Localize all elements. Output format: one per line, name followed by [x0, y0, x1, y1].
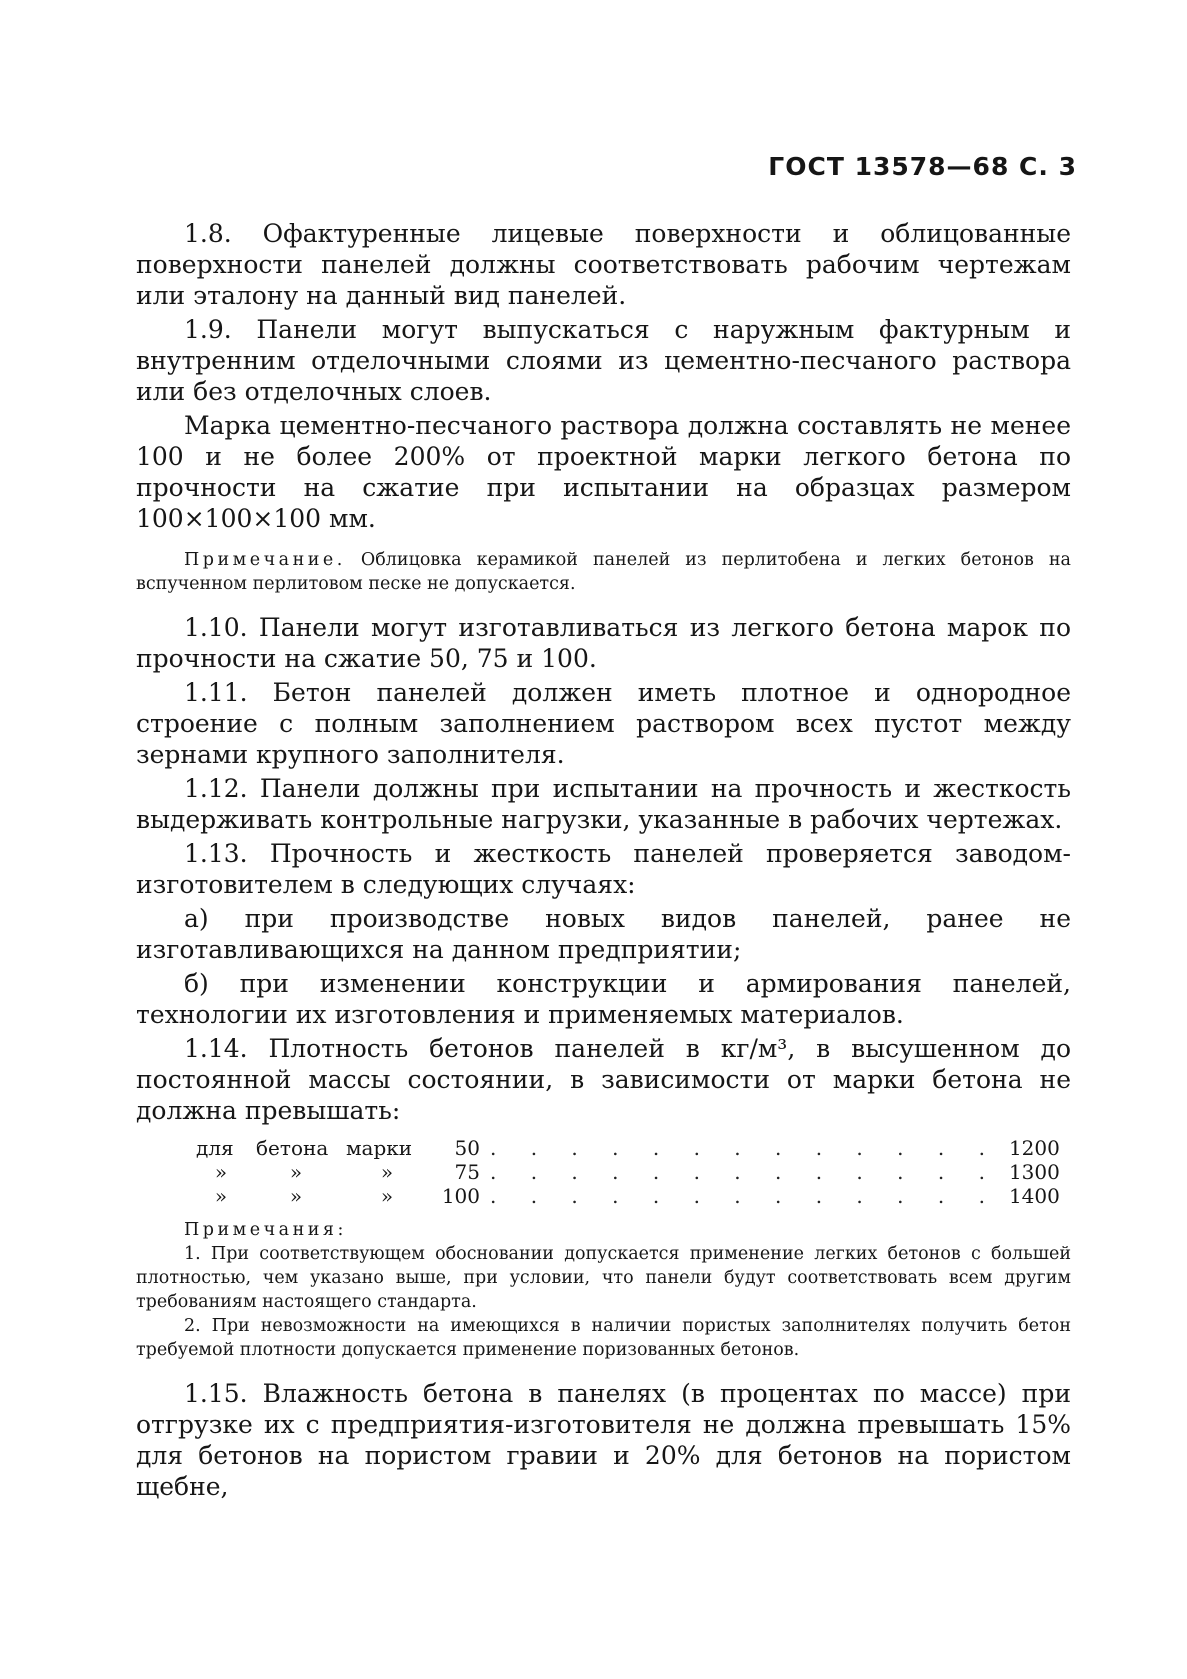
clause-mortar-grade: Марка цементно-песчаного раствора должна составлять не менее 100 и не более 200% от проектной марки легкого бетона по прочности на сжатие при испытании на образцах размером 100×100×100 мм. — [136, 411, 1071, 533]
concrete-grade: 75 — [454, 1160, 480, 1184]
note-2: 2. При невозможности на имеющихся в наличии пористых заполнителях получить бетон требуемой плотности допускается применение поризованных бетонов. — [136, 1316, 1071, 1360]
table-cell: » — [214, 1184, 228, 1208]
clause-1-11: 1.11. Бетон панелей должен иметь плотное и однородное строение с полным заполнением раствором всех пустот между зернами крупного заполнителя. — [136, 678, 1071, 769]
table-cell: » — [214, 1160, 228, 1184]
concrete-grade: 100 — [441, 1184, 480, 1208]
spacer — [136, 1362, 1071, 1378]
notes-heading: Примечания: — [184, 1220, 347, 1240]
table-row — [196, 1184, 1070, 1208]
table-cell: марки — [346, 1136, 413, 1160]
clause-1-14: 1.14. Плотность бетонов панелей в кг/м³, в высушенном до постоянной массы состоянии, в зависимости от марки бетона не должна превышать: — [136, 1034, 1071, 1125]
clause-1-12: 1.12. Панели должны при испытании на прочность и жесткость выдерживать контрольные нагрузки, указанные в рабочих чертежах. — [136, 774, 1071, 834]
density-value: 1400 — [1008, 1184, 1060, 1208]
density-value: 1300 — [1008, 1160, 1060, 1184]
note-cladding — [136, 548, 1071, 596]
table-cell: бетона — [256, 1136, 329, 1160]
density-value: 1200 — [1008, 1136, 1060, 1160]
table-cell: » — [380, 1160, 394, 1184]
dot-leader: . . . . . . . . . . . . . — [490, 1184, 999, 1208]
dot-leader: . . . . . . . . . . . . . — [490, 1136, 999, 1160]
table-row — [196, 1160, 1070, 1184]
note-label: Примечание. — [184, 550, 346, 570]
table-row — [196, 1136, 1070, 1160]
dot-leader: . . . . . . . . . . . . . — [490, 1160, 999, 1184]
clause-1-10: 1.10. Панели могут изготавливаться из легкого бетона марок по прочности на сжатие 50, 75 и 100. — [136, 613, 1071, 673]
density-table — [196, 1136, 1070, 1208]
table-cell: » — [380, 1184, 394, 1208]
note-text: Облицовка керамикой панелей из перлитобена и легких бетонов на вспученном перлитовом песке не допускается. — [136, 550, 1071, 594]
clause-1-15: 1.15. Влажность бетона в панелях (в процентах по массе) при отгрузке их с предприятия-изготовителя не должна превышать 15% для бетонов на пористом гравии и 20% для бетонов на пористом щебне, — [136, 1379, 1071, 1501]
table-cell: » — [289, 1184, 303, 1208]
table-cell: » — [289, 1160, 303, 1184]
page-header: ГОСТ 13578—68 С. 3 — [768, 152, 1077, 181]
document-body — [136, 218, 1071, 1505]
clause-1-13-a: а) при производстве новых видов панелей, ранее не изготавливающихся на данном предприятии; — [136, 904, 1071, 964]
table-cell: для — [196, 1136, 234, 1160]
clause-1-9: 1.9. Панели могут выпускаться с наружным фактурным и внутренним отделочными слоями из цементно-песчаного раствора или без отделочных слоев. — [136, 315, 1071, 406]
note-1: 1. При соответствующем обосновании допускается применение легких бетонов с большей плотностью, чем указано выше, при условии, что панели будут соответствовать всем другим требованиям настоящего стандарта. — [136, 1244, 1071, 1312]
clause-1-13: 1.13. Прочность и жесткость панелей проверяется заводом-изготовителем в следующих случаях: — [136, 839, 1071, 899]
clause-1-13-b: б) при изменении конструкции и армирования панелей, технологии их изготовления и применяемых материалов. — [136, 969, 1071, 1029]
clause-1-8: 1.8. Офактуренные лицевые поверхности и облицованные поверхности панелей должны соответствовать рабочим чертежам или эталону на данный вид панелей. — [136, 219, 1071, 310]
concrete-grade: 50 — [454, 1136, 480, 1160]
